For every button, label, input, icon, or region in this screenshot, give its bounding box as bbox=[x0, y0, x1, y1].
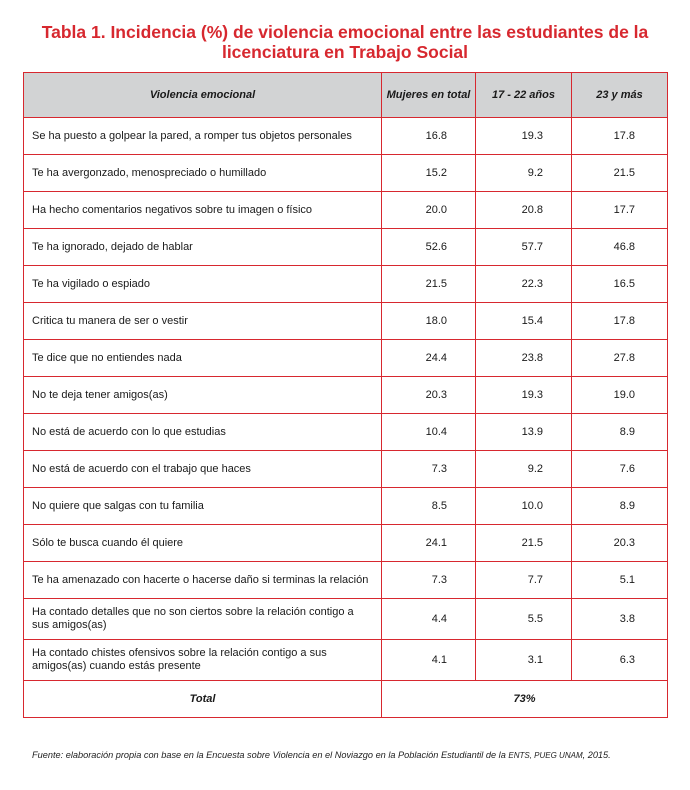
row-label: Critica tu manera de ser o vestir bbox=[24, 303, 382, 340]
table-row bbox=[24, 266, 668, 303]
table-row bbox=[24, 192, 668, 229]
row-label: No está de acuerdo con el trabajo que haces bbox=[24, 451, 382, 488]
row-label: Se ha puesto a golpear la pared, a romper tus objetos personales bbox=[24, 118, 382, 155]
row-label: Sólo te busca cuando él quiere bbox=[24, 525, 382, 562]
row-label: Ha hecho comentarios negativos sobre tu imagen o físico bbox=[24, 192, 382, 229]
total-label: Total bbox=[24, 681, 382, 718]
table-row bbox=[24, 451, 668, 488]
table-row bbox=[24, 414, 668, 451]
table-row bbox=[24, 377, 668, 414]
source-year: , 2015. bbox=[582, 750, 611, 760]
row-value-total: 7.3 bbox=[382, 562, 476, 599]
row-label: Ha contado detalles que no son ciertos sobre la relación contigo a sus amigos(as) bbox=[24, 599, 382, 640]
table-row bbox=[24, 525, 668, 562]
row-value-23-mas: 17.7 bbox=[572, 192, 668, 229]
row-value-total: 24.4 bbox=[382, 340, 476, 377]
row-value-23-mas: 19.0 bbox=[572, 377, 668, 414]
table-row bbox=[24, 599, 668, 640]
row-value-23-mas: 20.3 bbox=[572, 525, 668, 562]
row-label: Te ha vigilado o espiado bbox=[24, 266, 382, 303]
header-row bbox=[24, 73, 668, 118]
source-acronyms: ENTS, PUEG UNAM bbox=[508, 751, 583, 760]
table-row bbox=[24, 118, 668, 155]
row-value-total: 7.3 bbox=[382, 451, 476, 488]
table-row bbox=[24, 303, 668, 340]
column-header-violencia: Violencia emocional bbox=[24, 73, 382, 118]
row-value-23-mas: 7.6 bbox=[572, 451, 668, 488]
row-value-17-22: 9.2 bbox=[476, 155, 572, 192]
table-row bbox=[24, 562, 668, 599]
column-header-23-mas: 23 y más bbox=[572, 73, 668, 118]
table-title-line-2: licenciatura en Trabajo Social bbox=[221, 42, 469, 62]
table-row bbox=[24, 155, 668, 192]
table-row bbox=[24, 340, 668, 377]
row-value-23-mas: 6.3 bbox=[572, 640, 668, 681]
row-value-17-22: 19.3 bbox=[476, 377, 572, 414]
row-value-total: 15.2 bbox=[382, 155, 476, 192]
row-value-23-mas: 8.9 bbox=[572, 488, 668, 525]
row-value-17-22: 19.3 bbox=[476, 118, 572, 155]
total-value: 73% bbox=[382, 681, 668, 718]
table-body bbox=[24, 118, 668, 718]
data-table bbox=[23, 72, 668, 718]
row-value-23-mas: 17.8 bbox=[572, 118, 668, 155]
row-value-17-22: 22.3 bbox=[476, 266, 572, 303]
row-value-total: 21.5 bbox=[382, 266, 476, 303]
row-value-total: 24.1 bbox=[382, 525, 476, 562]
row-value-23-mas: 21.5 bbox=[572, 155, 668, 192]
row-value-total: 16.8 bbox=[382, 118, 476, 155]
row-value-17-22: 3.1 bbox=[476, 640, 572, 681]
row-value-17-22: 57.7 bbox=[476, 229, 572, 266]
row-label: Te dice que no entiendes nada bbox=[24, 340, 382, 377]
total-row bbox=[24, 681, 668, 718]
row-value-17-22: 5.5 bbox=[476, 599, 572, 640]
row-value-23-mas: 3.8 bbox=[572, 599, 668, 640]
row-value-17-22: 7.7 bbox=[476, 562, 572, 599]
row-label: Te ha avergonzado, menospreciado o humillado bbox=[24, 155, 382, 192]
row-value-total: 4.1 bbox=[382, 640, 476, 681]
row-value-17-22: 10.0 bbox=[476, 488, 572, 525]
row-value-total: 52.6 bbox=[382, 229, 476, 266]
row-value-17-22: 15.4 bbox=[476, 303, 572, 340]
table-row bbox=[24, 488, 668, 525]
table-row bbox=[24, 640, 668, 681]
row-value-23-mas: 46.8 bbox=[572, 229, 668, 266]
source-text: Fuente: elaboración propia con base en la Encuesta sobre Violencia en el Noviazgo en la Población Estudiantil de la bbox=[32, 750, 509, 760]
row-value-23-mas: 8.9 bbox=[572, 414, 668, 451]
column-header-17-22: 17 - 22 años bbox=[476, 73, 572, 118]
row-label: Te ha amenazado con hacerte o hacerse daño si terminas la relación bbox=[24, 562, 382, 599]
row-value-23-mas: 16.5 bbox=[572, 266, 668, 303]
row-value-23-mas: 17.8 bbox=[572, 303, 668, 340]
row-value-17-22: 21.5 bbox=[476, 525, 572, 562]
source-note bbox=[32, 750, 611, 760]
table-row bbox=[24, 229, 668, 266]
row-value-17-22: 13.9 bbox=[476, 414, 572, 451]
row-value-17-22: 20.8 bbox=[476, 192, 572, 229]
row-value-23-mas: 5.1 bbox=[572, 562, 668, 599]
table-title-line-1: Tabla 1. Incidencia (%) de violencia emocional entre las estudiantes de la bbox=[41, 22, 649, 42]
row-value-total: 10.4 bbox=[382, 414, 476, 451]
row-value-total: 20.0 bbox=[382, 192, 476, 229]
row-label: No quiere que salgas con tu familia bbox=[24, 488, 382, 525]
table-title bbox=[0, 22, 690, 62]
row-label: Te ha ignorado, dejado de hablar bbox=[24, 229, 382, 266]
row-value-total: 18.0 bbox=[382, 303, 476, 340]
row-value-23-mas: 27.8 bbox=[572, 340, 668, 377]
row-value-17-22: 23.8 bbox=[476, 340, 572, 377]
row-label: Ha contado chistes ofensivos sobre la relación contigo a sus amigos(as) cuando estás presente bbox=[24, 640, 382, 681]
row-value-total: 20.3 bbox=[382, 377, 476, 414]
row-label: No está de acuerdo con lo que estudias bbox=[24, 414, 382, 451]
row-label: No te deja tener amigos(as) bbox=[24, 377, 382, 414]
row-value-total: 4.4 bbox=[382, 599, 476, 640]
row-value-17-22: 9.2 bbox=[476, 451, 572, 488]
column-header-mujeres-total: Mujeres en total bbox=[382, 73, 476, 118]
row-value-total: 8.5 bbox=[382, 488, 476, 525]
